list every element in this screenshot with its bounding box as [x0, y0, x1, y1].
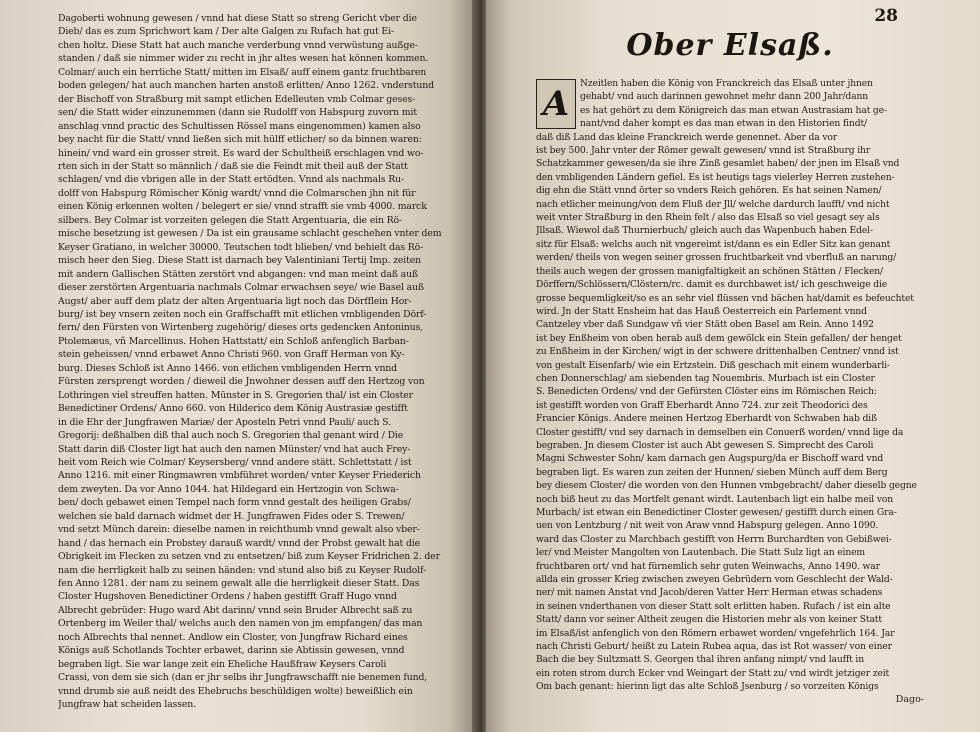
text-line: Obrigkeit im Flecken zu setzen vnd zu entsetzen/ biß zum Keyser Fridrichen 2. der: [58, 551, 440, 563]
text-line: Crassi, von dem sie sich (dan er jhr selbs ihr Jungfrawschafft nie benemen fund,: [58, 672, 428, 684]
text-line: sen/ die Statt wider einzunemmen (dann sie Rudolff von Habspurg zuvorn mit: [58, 107, 417, 119]
text-line: grosse bequemligkeit/so es an sehr viel flüssen vnd bächen hat/damit es befeuchtet: [536, 292, 914, 304]
decorated-initial: A: [536, 79, 576, 129]
text-line: Om bach genant: hierinn ligt das alte Schloß Jsenburg / so vorzeiten Königs: [536, 681, 879, 693]
text-line: nant/vnd daher kompt es das man etwan in den Historien findt/: [580, 118, 867, 130]
text-line: Colmar/ auch ein herrliche Statt/ mitten im Elsaß/ auff einem gantz fruchtbaren: [58, 66, 427, 78]
text-line: im Elsaß/ist anfenglich von den Römern erbawet worden/ vngefehrlich 164. Jar: [536, 627, 895, 639]
text-line: mische besetzung ist gewesen / Da ist ein grausame schlacht geschehen vnter dem: [58, 228, 442, 240]
text-line: standen / daß sie nimmer wider zu recht in jhr altes wesen hat können kommen.: [58, 53, 429, 65]
text-line: stein geheissen/ vnnd erbawet Anno Christi 960. von Graff Herman von Ky-: [58, 349, 405, 361]
text-line: Augst/ aber auff dem platz der alten Argentuaria ligt noch das Dörfflein Hor-: [58, 295, 412, 307]
text-line: dig ehn die Stätt vnnd örter so vnders Reich gehören. Es hat seinen Namen/: [536, 185, 882, 197]
text-line: dieser zerstörten Argentuaria nachmals Colmar erwachsen seye/ wie Basel auß: [58, 282, 424, 294]
page-number: 28: [874, 6, 898, 26]
text-line: in seinen vnderthanen von dieser Statt solt erlitten haben. Rufach / ist ein alte: [536, 600, 891, 612]
text-line: Murbach/ ist etwan ein Benedictiner Closter gewesen/ gestifft durch einen Gra-: [536, 507, 897, 518]
text-line: Magni Schwester Sohn/ kam darnach gen Augspurg/da er Bischoff ward vnd: [536, 453, 884, 465]
text-line: ist gestifft worden von Graff Eberhardt Anno 724. zur zeit Theodorici des: [536, 399, 868, 411]
text-line: daß diß Land das kleine Franckreich werde genennet. Aber da vor: [536, 131, 837, 143]
text-line: Statt darin diß Closter ligt hat auch den namen Münster/ vnd hat auch Frey-: [58, 443, 411, 455]
text-line: Albrecht gebrüder: Hugo ward Abt darinn/ vnnd sein Bruder Albrecht saß zu: [58, 604, 413, 616]
text-line: Bach die bey Sultzmatt S. Georgen thal ihren anfang nimpt/ vnd laufft in: [536, 654, 864, 666]
text-line: mit andern Gallischen Stätten zerstört vnd abgangen: vnd man meint daß auß: [58, 268, 419, 280]
text-line: dolff von Habspurg Römischer König wardt/ vnnd die Colmarschen jhn nit für: [58, 187, 416, 199]
intro-block: [536, 77, 924, 694]
text-line: gehabt/ vnd auch darinnen gewohnet mehr dann 200 Jahr/dann: [580, 91, 868, 103]
text-line: begraben. Jn diesem Closter ist auch Abt gewesen S. Simprecht des Caroli: [536, 439, 874, 451]
text-line: zu Enßheim in der Kirchen/ wigt in der schwere drittenhalben Centner/ vnnd ist: [536, 346, 899, 358]
text-line: ein roten strom durch Ecker vnd Weingart der Statt zu/ vnd wirdt jetziger zeit: [536, 667, 890, 679]
text-line: uen von Lentzburg / nit weit von Araw vnnd Habspurg gelegen. Anno 1090.: [536, 520, 879, 532]
text-line: nach etlicher meinung/von dem Fluß der Jll/ welche dardurch laufft/ vnd nicht: [536, 198, 890, 210]
text-line: ist bey Enßheim von oben herab auß dem gewölck ein Stein gefallen/ der henget: [536, 332, 902, 344]
text-line: Schatzkammer gewesen/da sie ihre Zinß gesamlet haben/ der jnen im Elsaß vnd: [536, 158, 900, 170]
text-line: ben/ doch gebawet einen Tempel nach form vnnd gestalt des heiligen Grabs/: [58, 497, 411, 509]
text-line: ler/ vnd Meister Mangolten von Lautenbach. Die Statt Sulz ligt an einem: [536, 547, 865, 559]
text-line: in die Ehr der Jungfrawen Mariæ/ der Aposteln Petri vnnd Pauli/ auch S.: [58, 416, 391, 428]
text-line: weit vnter Straßburg in den Rhein felt / also das Elsaß so viel gesagt sey als: [536, 212, 880, 224]
text-line: Closter Hugshoven Benedictiner Ordens / haben gestifft Graff Hugo vnnd: [58, 591, 397, 603]
text-line: sitz für Elsaß: welchs auch nit vngereimt ist/dann es ein Edler Sitz kan genant: [536, 238, 891, 250]
text-line: fruchtbaren ort/ vnd hat fürnemlich sehr guten Weinwachs, Anno 1490. war: [536, 560, 880, 572]
text-line: S. Benedicten Ordens/ vnd der Gefürsten Clöster eins im Römischen Reich:: [536, 386, 877, 398]
text-line: ner/ mit namen Anstat vnd Jacob/deren Vatter Herr Herman etwas schadens: [536, 587, 883, 599]
text-line: vnnd drumb sie auß neidt des Ehebruchs beschüldigen wolte) beweißlich ein: [58, 685, 413, 697]
text-line: vnd setzt Münch darein: dieselbe namen in reichthumb vnnd gewalt also vber-: [58, 524, 420, 536]
text-line: bey nacht für die Statt/ vnnd ließen sich mit hülff etlicher/ so da binnen waren:: [58, 134, 422, 146]
text-line: silbers. Bey Colmar ist vorzeiten gelegen die Statt Argentuaria, die ein Rö-: [58, 214, 403, 226]
text-line: bey diesem Closter/ die worden von den Hunnen vmbgebracht/ daher dieselb gegne: [536, 480, 917, 492]
text-line: Jungfraw hat scheiden lassen.: [58, 699, 196, 711]
text-line: rten sich in der Statt so männlich / daß sie die Feindt mit theil auß der Statt: [58, 160, 408, 172]
text-line: einen König erkennen wolten / belegert er sie/ vnnd strafft sie vmb 4000. marck: [58, 201, 427, 213]
text-line: begraben ligt. Sie war lange zeit ein Eheliche Haußfraw Keysers Caroli: [58, 658, 387, 670]
text-line: Keyser Gratiano, in welcher 30000. Teutschen todt blieben/ vnd behielt das Rö-: [58, 241, 424, 253]
text-line: Statt/ dann vor seiner Altheit zeugen die Historien mehr als von keiner Statt: [536, 614, 882, 626]
text-line: Fürsten zersprengt worden / dieweil die Jnwohner dessen auff den Hertzog von: [58, 376, 425, 388]
text-line: hand / das hernach ein Probstey darauß wardt/ vnnd der Probst gewalt hat die: [58, 537, 421, 549]
text-line: wird. Jn der Statt Ensheim hat das Hauß Oesterreich ein Parlement vnnd: [536, 305, 867, 317]
text-line: der Bischoff von Straßburg mit sampt etlichen Edelleuten vmb Colmar geses-: [58, 93, 416, 105]
text-line: Ptolemæus, vñ Marcellinus. Hohen Hattstatt/ ein Schloß anfenglich Barban-: [58, 335, 409, 347]
text-line: es hat gehört zu dem Königreich das man etwan Austrasiam hat ge-: [580, 104, 887, 116]
text-line: ward das Closter zu Marchbach gestifft von Herrn Burchardten von Gebißwei-: [536, 533, 892, 545]
left-page: [0, 0, 478, 732]
text-line: misch heer den Sieg. Diese Statt ist darnach bey Valentiniani Tertij Imp. zeiten: [58, 255, 421, 267]
text-line: Anno 1216. mit einer Ringmawren vmbführet worden/ vnter Keyser Friederich: [58, 470, 421, 482]
text-line: Ortenberg im Weiler thal/ welchs auch den namen von jm empfangen/ das man: [58, 618, 423, 630]
text-line: Dagoberti wohnung gewesen / vnnd hat diese Statt so streng Gericht vber die: [58, 13, 417, 24]
text-line: fen Anno 1281. der nam zu seinem gewalt alle die herrligkeit dieser Statt. Das: [58, 578, 420, 590]
text-line: Francier Königs. Andere meinen Hertzog Eberhardt von Schwaben hab diß: [536, 413, 877, 425]
text-line: allda ein grosser Krieg zwischen zweyen Gebrüdern vom Geschlecht der Wald-: [536, 574, 893, 586]
text-line: werden/ theils von wegen seiner grossen fruchtbarkeit vnd vberfluß an narung/: [536, 252, 897, 264]
text-line: burg/ ist bey vnsern zeiten noch ein Graffschafft mit etlichen vmbligenden Dörf-: [58, 308, 427, 320]
running-head: Ober Elsaß.: [626, 28, 834, 63]
text-line: dem zweyten. Da vor Anno 1044. hat Hildegard ein Hertzogin von Schwa-: [58, 483, 399, 495]
text-line: nam die herrligkeit halb zu seinen händen: vnd stund also biß zu Keyser Rudolf-: [58, 564, 426, 576]
text-line: burg. Dieses Schloß ist Anno 1466. von etlichen vmbligenden Herrn vnnd: [58, 362, 398, 374]
text-line: Lothringen viel streuffen hatten. Münster in S. Gregorien thal/ ist ein Closter: [58, 389, 413, 401]
text-line: Closter gestifft/ vnd sey darnach in demselben ein Conuerß worden/ vnnd lige da: [536, 426, 904, 438]
text-line: ist bey 500. Jahr vnter der Römer gewalt gewesen/ vnnd ist Straßburg ihr: [536, 145, 870, 157]
text-line: chen holtz. Diese Statt hat auch manche verderbung vnnd verwüstung außge-: [58, 39, 418, 51]
text-line: boden gelegen/ hat auch manchen harten anstoß erlitten/ Anno 1262. vnderstund: [58, 80, 434, 92]
text-line: Jllsaß. Wiewol daß Thurnierbuch/ gleich auch das Wapenbuch haben Edel-: [536, 225, 873, 237]
text-line: Königs auß Schotlands Tochter erbawet, darinn sie Abtissin gewesen, vnnd: [58, 645, 405, 657]
text-line: nach Christi Geburt/ heißt zu Latein Rubea aqua, das ist Rot wasser/ von einer: [536, 641, 892, 653]
text-line: fern/ den Fürsten von Wirtenberg zugehörig/ dieses orts gedencken Antoninus,: [58, 322, 423, 334]
text-line: noch biß heut zu das Mortfelt genant wirdt. Lautenbach ligt ein halbe meil von: [536, 493, 894, 505]
right-page: [486, 0, 980, 732]
text-line: schlagen/ vnd die vbrigen alle in der Statt ertödten. Vnnd als nachmals Ru-: [58, 174, 405, 186]
text-line: heit vom Reich wie Colmar/ Keysersberg/ vnnd andere stätt. Schlettstatt / ist: [58, 456, 412, 468]
text-line: Dieb/ das es zum Sprichwort kam / Der alte Galgen zu Rufach hat gut Ei-: [58, 26, 394, 38]
text-line: noch Albrechts thal nennet. Andlow ein Closter, von Jungfraw Richard eines: [58, 631, 408, 643]
text-line: Benedictiner Ordens/ Anno 660. von Hilderico dem König Austrasiæ gestifft: [58, 403, 408, 415]
text-line: Dörffern/Schlössern/Clöstern/rc. damit es durchbawet ist/ ich geschweige die: [536, 279, 888, 291]
text-line: Nzeitlen haben die König von Franckreich das Elsaß unter jhnen: [580, 78, 873, 89]
text-line: hinein/ vnd ward ein grosser streit. Es ward der Schultheiß erschlagen vnd wo-: [58, 147, 424, 159]
text-line: welchen sie bald darnach widmet der H. Jungfrawen Fides oder S. Trewen/: [58, 510, 405, 522]
text-line: begraben ligt. Es waren zun zeiten der Hunnen/ sieben Münch auff dem Berg: [536, 466, 888, 478]
text-line: Gregorij: deßhalben diß thal auch noch S. Gregorien thal genant wird / Die: [58, 430, 404, 442]
left-page-text: [58, 12, 450, 712]
text-line: von gestalt Eisenfarb/ wie ein Ertzstein. Diß geschach mit einem wunderbarli-: [536, 359, 890, 371]
text-line: anschlag vnnd practic des Schultissen Rössel mans eingenommen) kamen also: [58, 120, 421, 132]
text-line: chen Donnerschlag/ am siebenden tag Nouembris. Murbach ist ein Closter: [536, 372, 875, 384]
right-page-text: [536, 77, 924, 694]
text-line: den vmbligenden Ländern gefiel. Es ist heutigs tags vielerley Herren zustehen-: [536, 171, 895, 183]
catchword: Dago-: [895, 693, 924, 705]
text-line: theils auch wegen der grossen manigfaltigkeit an schönen Stätten / Flecken/: [536, 265, 883, 277]
text-line: Cantzeley vber daß Sundgaw vñ vier Stätt oben Basel am Rein. Anno 1492: [536, 319, 874, 331]
